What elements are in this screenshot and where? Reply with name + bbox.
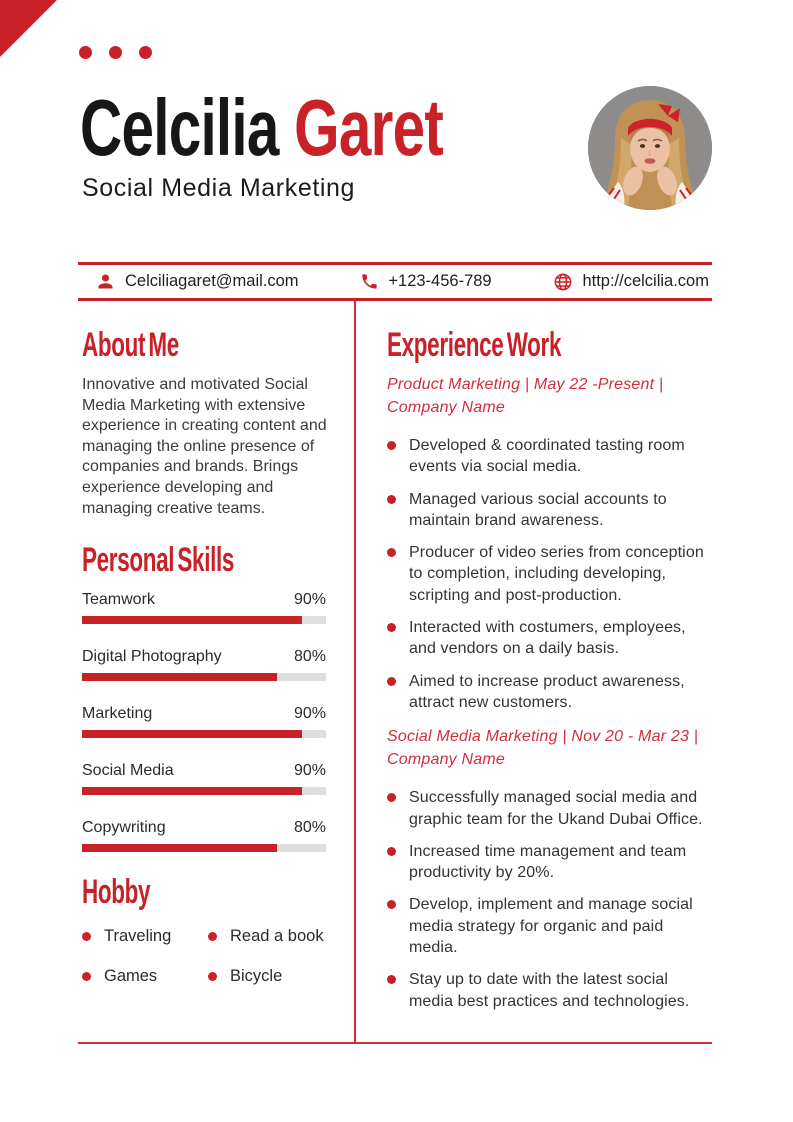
job-bullets (387, 435, 712, 713)
email-text: Celciliagaret@mail.com (125, 272, 299, 290)
job-subtitle: Social Media Marketing (82, 174, 356, 202)
bullet-item (387, 894, 712, 958)
about-heading: About Me (82, 326, 179, 364)
left-column (82, 328, 332, 986)
skill-item (82, 704, 332, 738)
bullet-icon (208, 932, 217, 941)
bullet-text: Successfully managed social media and graphic team for the Ukand Dubai Office. (409, 789, 703, 828)
about-text: Innovative and motivated Social Media Marketing with extensive experience in creating content and managing the online presence of companies and brands. Brings experience developing and managing creative teams. (82, 376, 327, 517)
bullet-icon (387, 623, 396, 632)
hobby-label: Bicycle (230, 967, 283, 986)
profile-photo-illustration (588, 86, 712, 210)
bullet-icon (82, 972, 91, 981)
hobby-item (208, 927, 332, 946)
bullet-icon (387, 847, 396, 856)
bullet-item (387, 787, 712, 830)
skill-item (82, 818, 332, 852)
skill-percent: 80% (293, 648, 326, 666)
skills-section (82, 543, 332, 852)
globe-icon (553, 272, 573, 292)
skill-bar-track (82, 616, 326, 624)
hobby-item (82, 927, 208, 946)
skill-bar-track (82, 787, 326, 795)
right-column (387, 328, 712, 1023)
bullet-icon (387, 441, 396, 450)
skill-percent: 90% (293, 762, 326, 780)
corner-triangle-decoration (0, 0, 57, 57)
skill-bar-fill (82, 844, 277, 852)
contact-email (95, 271, 299, 292)
skills-list (82, 590, 332, 852)
contact-website (553, 272, 709, 292)
skill-bar-track (82, 730, 326, 738)
bullet-item (387, 489, 712, 532)
hobby-item (82, 967, 208, 986)
skill-bar-fill (82, 616, 302, 624)
bullet-icon (208, 972, 217, 981)
hobby-item (208, 967, 332, 986)
bullet-item (387, 435, 712, 478)
skill-bar-fill (82, 673, 277, 681)
skill-bar-track (82, 844, 326, 852)
first-name: Celcilia (80, 83, 279, 172)
dot-icon (79, 46, 92, 59)
job-title: Social Media Marketing | Nov 20 - Mar 23 | Company Name (387, 728, 699, 768)
bullet-text: Aimed to increase product awareness, attract new customers. (409, 672, 685, 711)
bullet-item (387, 542, 712, 606)
contact-bar (78, 262, 712, 301)
bullet-icon (387, 975, 396, 984)
skill-item (82, 647, 332, 681)
skill-label: Digital Photography (82, 648, 222, 666)
skill-percent: 80% (293, 819, 326, 837)
jobs-container (387, 374, 712, 1012)
skill-bar-fill (82, 787, 302, 795)
bullet-text: Develop, implement and manage social media strategy for organic and paid media. (409, 896, 693, 957)
dot-icon (139, 46, 152, 59)
last-name: Garet (294, 83, 444, 172)
job-entry (387, 726, 712, 1012)
bullet-icon (387, 677, 396, 686)
bullet-icon (82, 932, 91, 941)
skill-label: Teamwork (82, 591, 155, 609)
person-name (80, 83, 444, 172)
bullet-item (387, 841, 712, 884)
hobby-section (82, 875, 332, 986)
skill-bar-track (82, 673, 326, 681)
hobby-label: Read a book (230, 927, 324, 946)
skill-item (82, 761, 332, 795)
skill-item (82, 590, 332, 624)
bullet-icon (387, 793, 396, 802)
phone-text: +123-456-789 (388, 272, 492, 290)
hobby-heading: Hobby (82, 873, 151, 912)
skill-label: Social Media (82, 762, 174, 780)
main-content (78, 301, 712, 1044)
bullet-text: Developed & coordinated tasting room events via social media. (409, 437, 685, 476)
phone-icon (360, 272, 379, 291)
bullet-icon (387, 495, 396, 504)
skill-percent: 90% (293, 591, 326, 609)
hobby-label: Traveling (104, 927, 172, 946)
dot-icon (109, 46, 122, 59)
contact-phone (360, 272, 491, 291)
bullet-text: Interacted with costumers, employees, and vendors on a daily basis. (409, 619, 686, 658)
skill-bar-fill (82, 730, 302, 738)
bullet-item (387, 617, 712, 660)
profile-photo (588, 86, 712, 210)
bullet-icon (387, 548, 396, 557)
skill-label: Marketing (82, 705, 153, 723)
bullet-text: Increased time management and team productivity by 20%. (409, 842, 687, 882)
bullet-text: Producer of video series from conception to completion, including developing, scripting and post-production. (409, 544, 704, 604)
skills-heading: Personal Skills (82, 541, 235, 580)
person-icon (95, 271, 116, 292)
job-entry (387, 374, 712, 713)
hobby-list (82, 927, 332, 986)
bullet-item (387, 969, 712, 1012)
skill-percent: 90% (293, 705, 326, 723)
experience-heading: Experience Work (387, 326, 562, 364)
hobby-label: Games (104, 967, 158, 986)
job-title: Product Marketing | May 22 -Present | Company Name (387, 376, 664, 416)
decorative-dots (79, 46, 152, 59)
bullet-text: Stay up to date with the latest social media best practices and technologies. (409, 971, 690, 1010)
skill-label: Copywriting (82, 819, 166, 837)
column-divider (354, 301, 356, 1042)
job-bullets (387, 787, 712, 1012)
bullet-text: Managed various social accounts to maintain brand awareness. (409, 490, 667, 529)
bullet-item (387, 671, 712, 714)
website-text: http://celcilia.com (582, 272, 709, 290)
bullet-icon (387, 900, 396, 909)
